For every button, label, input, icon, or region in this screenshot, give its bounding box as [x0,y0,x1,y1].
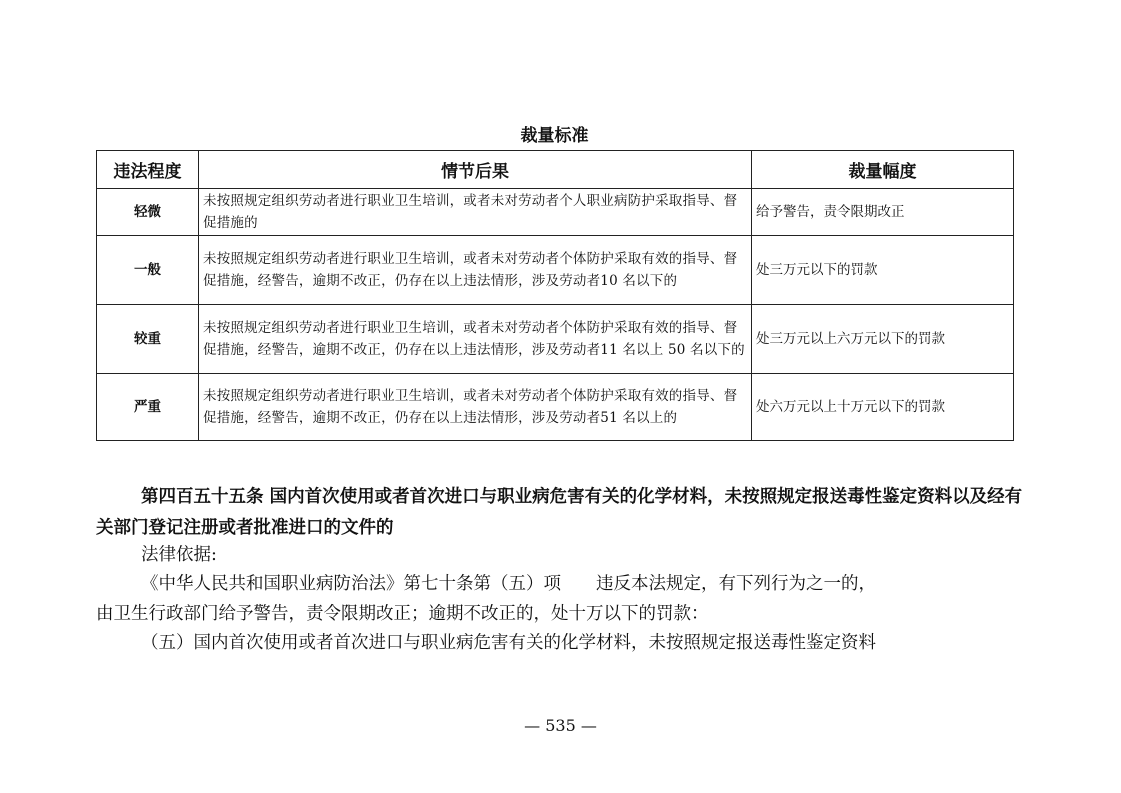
table-header-row [97,151,1014,189]
row-circumstance: 未按照规定组织劳动者进行职业卫生培训，或者未对劳动者个体防护采取有效的指导、督促措施，经警告，逾期不改正，仍存在以上违法情形，涉及劳动者51 名以上的 [199,374,752,441]
table-row [97,236,1014,305]
table-row [97,189,1014,236]
row-penalty: 处六万元以上十万元以下的罚款 [752,374,1014,441]
row-circumstance: 未按照规定组织劳动者进行职业卫生培训，或者未对劳动者个体防护采取有效的指导、督促措施，经警告，逾期不改正，仍存在以上违法情形，涉及劳动者11 名以上 50 名以下的 [199,305,752,374]
legal-item-line: （五）国内首次使用或者首次进口与职业病危害有关的化学材料，未按照规定报送毒性鉴定资料 [141,633,876,653]
table-title: 裁量标准 [520,126,589,146]
row-degree: 严重 [97,374,199,441]
row-degree: 较重 [97,305,199,374]
table-row [97,374,1014,441]
row-penalty: 给予警告，责令限期改正 [752,189,1014,236]
row-degree: 一般 [97,236,199,305]
legal-basis-line: 《中华人民共和国职业病防治法》第七十条第（五）项 违反本法规定，有下列行为之一的， [141,574,876,594]
row-circumstance: 未按照规定组织劳动者进行职业卫生培训，或者未对劳动者个人职业病防护采取指导、督促措施的 [199,189,752,236]
penalty-standard-table [96,150,1014,441]
row-circumstance: 未按照规定组织劳动者进行职业卫生培训，或者未对劳动者个体防护采取有效的指导、督促措施，经警告，逾期不改正，仍存在以上违法情形，涉及劳动者10 名以下的 [199,236,752,305]
article-title: 第四百五十五条 国内首次使用或者首次进口与职业病危害有关的化学材料，未按照规定报送毒性鉴定资料以及经有关部门登记注册或者批准进口的文件的 [96,487,1023,538]
header-degree: 违法程度 [97,151,199,189]
row-degree: 轻微 [97,189,199,236]
page-number: — 535 — [524,716,597,735]
header-circumstance: 情节后果 [199,151,752,189]
legal-basis-label: 法律依据: [141,545,217,565]
legal-basis-line: 由卫生行政部门给予警告，责令限期改正；逾期不改正的，处十万以下的罚款： [96,604,709,624]
table-row [97,305,1014,374]
row-penalty: 处三万元以上六万元以下的罚款 [752,305,1014,374]
row-penalty: 处三万元以下的罚款 [752,236,1014,305]
header-penalty: 裁量幅度 [752,151,1014,189]
